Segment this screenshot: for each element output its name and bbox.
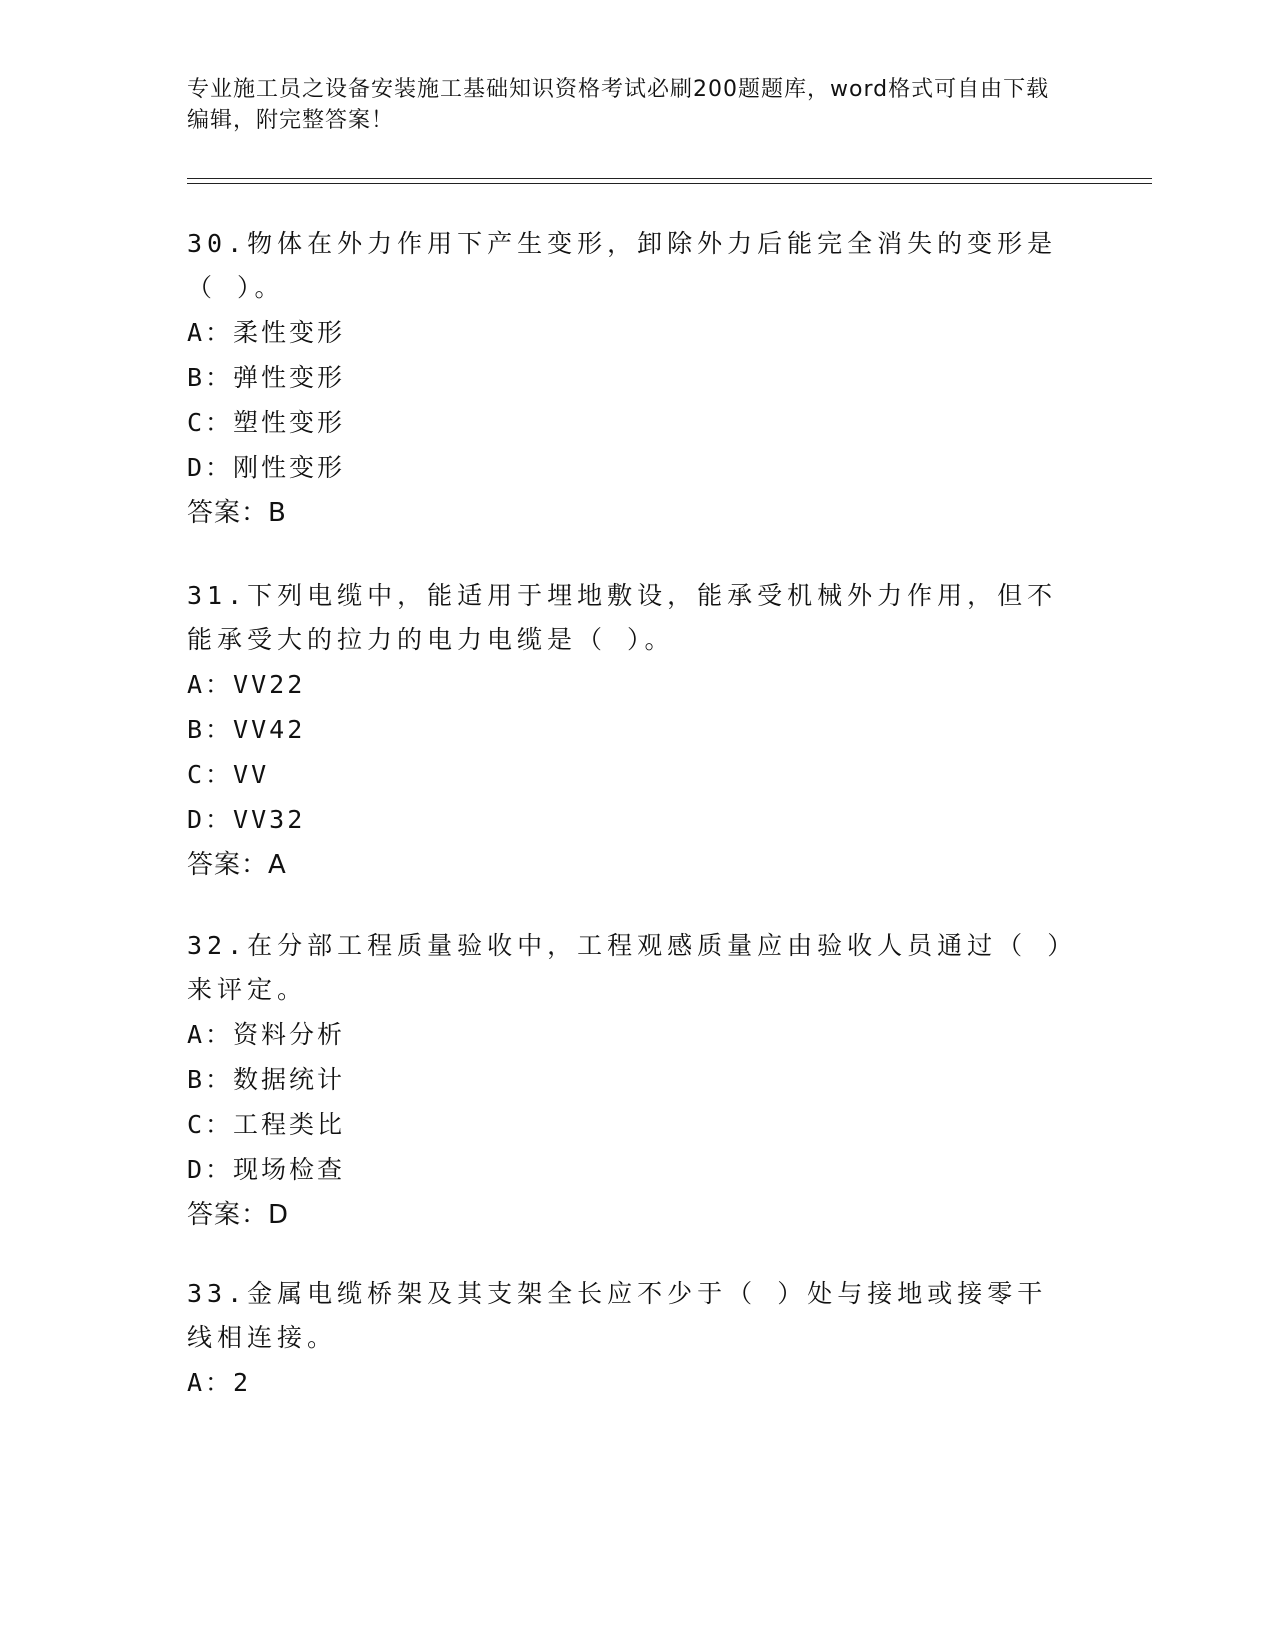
option-c: C：VV <box>187 760 270 789</box>
header-divider <box>187 178 1152 184</box>
question-33 <box>187 1272 1067 1405</box>
option-b: B：数据统计 <box>187 1065 346 1094</box>
question-text: 31.下列电缆中，能适用于埋地敷设，能承受机械外力作用，但不能承受大的拉力的电力电缆是（ ）。 <box>187 581 1058 654</box>
question-31 <box>187 574 1067 888</box>
option-d: D：现场检查 <box>187 1155 346 1184</box>
answer: 答案：A <box>187 850 287 880</box>
option-a: A：2 <box>187 1368 252 1397</box>
question-text: 30.物体在外力作用下产生变形，卸除外力后能完全消失的变形是（ ）。 <box>187 229 1058 302</box>
answer: 答案：D <box>187 1200 290 1230</box>
answer: 答案：B <box>187 498 287 528</box>
question-text: 33.金属电缆桥架及其支架全长应不少于（ ）处与接地或接零干线相连接。 <box>187 1279 1048 1352</box>
option-b: B：弹性变形 <box>187 363 346 392</box>
option-a: A：柔性变形 <box>187 318 346 347</box>
option-d: D：刚性变形 <box>187 453 346 482</box>
option-b: B：VV42 <box>187 715 306 744</box>
question-30 <box>187 222 1067 536</box>
document-header: 专业施工员之设备安装施工基础知识资格考试必刷200题题库，word格式可自由下载编辑，附完整答案！ <box>187 77 1050 133</box>
option-a: A：资料分析 <box>187 1020 346 1049</box>
question-text: 32.在分部工程质量验收中，工程观感质量应由验收人员通过（ ）来评定。 <box>187 931 1065 1004</box>
option-d: D：VV32 <box>187 805 306 834</box>
option-a: A：VV22 <box>187 670 306 699</box>
option-c: C：工程类比 <box>187 1110 346 1139</box>
option-c: C：塑性变形 <box>187 408 346 437</box>
question-32 <box>187 924 1067 1238</box>
